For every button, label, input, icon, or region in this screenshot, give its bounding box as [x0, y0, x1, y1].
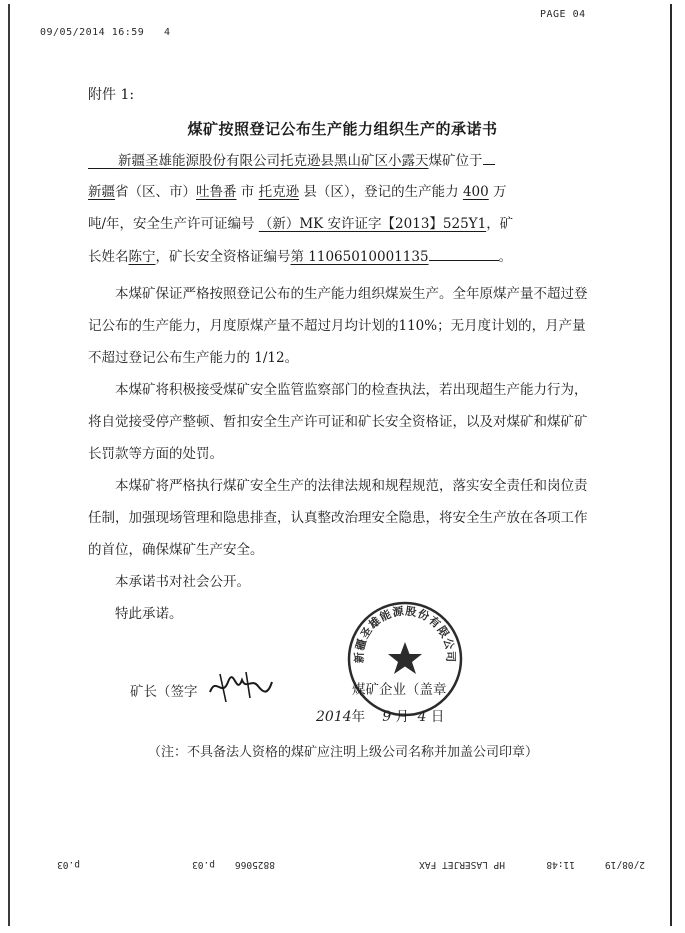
- license-label: 吨/年，安全生产许可证编号: [88, 216, 255, 232]
- paragraph-hereby: 特此承诺。: [115, 606, 183, 622]
- line4-end: 。: [498, 249, 513, 265]
- fax-header-datetime: 09/05/2014 16:59: [40, 27, 145, 38]
- manager-sign-label: 矿长（签字: [130, 684, 198, 700]
- manager-name-label: 长姓名: [88, 249, 129, 265]
- seal-text: 新疆圣雄能源股份有限公司: [352, 604, 458, 664]
- paragraph-safety: 本煤矿将严格执行煤矿安全生产的法律法规和规程规范，落实安全责任和岗位责任制，加强现场管理和隐患排查，认真整改治理安全隐患，将安全生产放在各项工作的首位，确保煤矿生产安全。: [88, 478, 588, 558]
- fax-footer-page-alt: p.03: [57, 859, 80, 870]
- footnote: （注：不具备法人资格的煤矿应注明上级公司名称并加盖公司印章）: [148, 745, 539, 760]
- company-name: 新疆圣雄能源股份有限公司托克逊县黑山矿区小露天: [118, 153, 429, 169]
- province-suffix: 省（区、市）: [115, 184, 196, 200]
- date-year-unit: 年: [351, 709, 366, 725]
- date-day-unit: 日: [430, 709, 445, 725]
- seal-star-icon: [388, 642, 422, 674]
- cert-label: ，矿长安全资格证编号: [155, 249, 291, 265]
- company-seal-label: 煤矿企业（盖章: [352, 682, 447, 698]
- manager-name: 陈宁: [128, 249, 156, 265]
- city: 吐鲁番: [196, 184, 237, 200]
- fax-footer-model: HP LASERJET FAX: [419, 859, 505, 870]
- fax-footer-number: 8825066: [234, 859, 275, 870]
- intro-line-4: [88, 246, 512, 267]
- company-seal: [346, 600, 464, 718]
- fax-footer-page: p.03: [192, 859, 215, 870]
- date-year: 2014: [316, 709, 352, 725]
- attachment-label: 附件 1:: [88, 87, 135, 103]
- paragraph-inspection: 本煤矿将积极接受煤矿安全监管监察部门的检查执法，若出现超生产能力行为，将自觉接受停产整顿、暂扣安全生产许可证和矿长安全资格证，以及对煤矿和煤矿矿长罚款等方面的处罚。: [88, 382, 588, 462]
- fax-footer-time: 11:48: [546, 859, 575, 870]
- date-month-unit: 月: [395, 709, 410, 725]
- fax-footer-date: 2/08/19: [604, 859, 645, 870]
- document-title: 煤矿按照登记公布生产能力组织生产的承诺书: [187, 120, 498, 138]
- intro-line-2: [88, 182, 507, 202]
- county: 托克逊: [258, 184, 300, 200]
- fax-header-number: 4: [164, 27, 171, 38]
- manager-signature: [206, 668, 276, 708]
- cert-number: 第 11065010001135: [290, 249, 429, 265]
- line3-suffix: ，矿: [486, 216, 514, 232]
- license-number: （新）MK 安许证字【2013】525Y1: [258, 216, 487, 232]
- fax-header-page: PAGE 04: [540, 9, 586, 20]
- paragraph-capacity: 本煤矿保证严格按照登记公布的生产能力组织煤炭生产。全年原煤产量不超过登记公布的生产能力，月度原煤产量不超过月均计划的110%；无月度计划的，月产量不超过登记公布生产能力的 1/12。: [88, 286, 588, 366]
- capacity-unit: 万: [493, 184, 507, 200]
- sign-date: [316, 705, 444, 725]
- paragraph-public: 本承诺书对社会公开。: [115, 574, 250, 590]
- intro-line-3: [88, 214, 513, 234]
- date-month: 9: [382, 709, 392, 725]
- county-suffix: 县（区），登记的生产能力: [303, 184, 459, 200]
- intro-line-1: [88, 150, 495, 171]
- fax-footer: [0, 856, 685, 870]
- date-day: 4: [417, 709, 427, 725]
- mine-located-label: 煤矿位于: [428, 153, 483, 169]
- city-suffix: 市: [240, 184, 255, 200]
- capacity-value: 400: [462, 184, 489, 200]
- province: 新疆: [88, 184, 115, 200]
